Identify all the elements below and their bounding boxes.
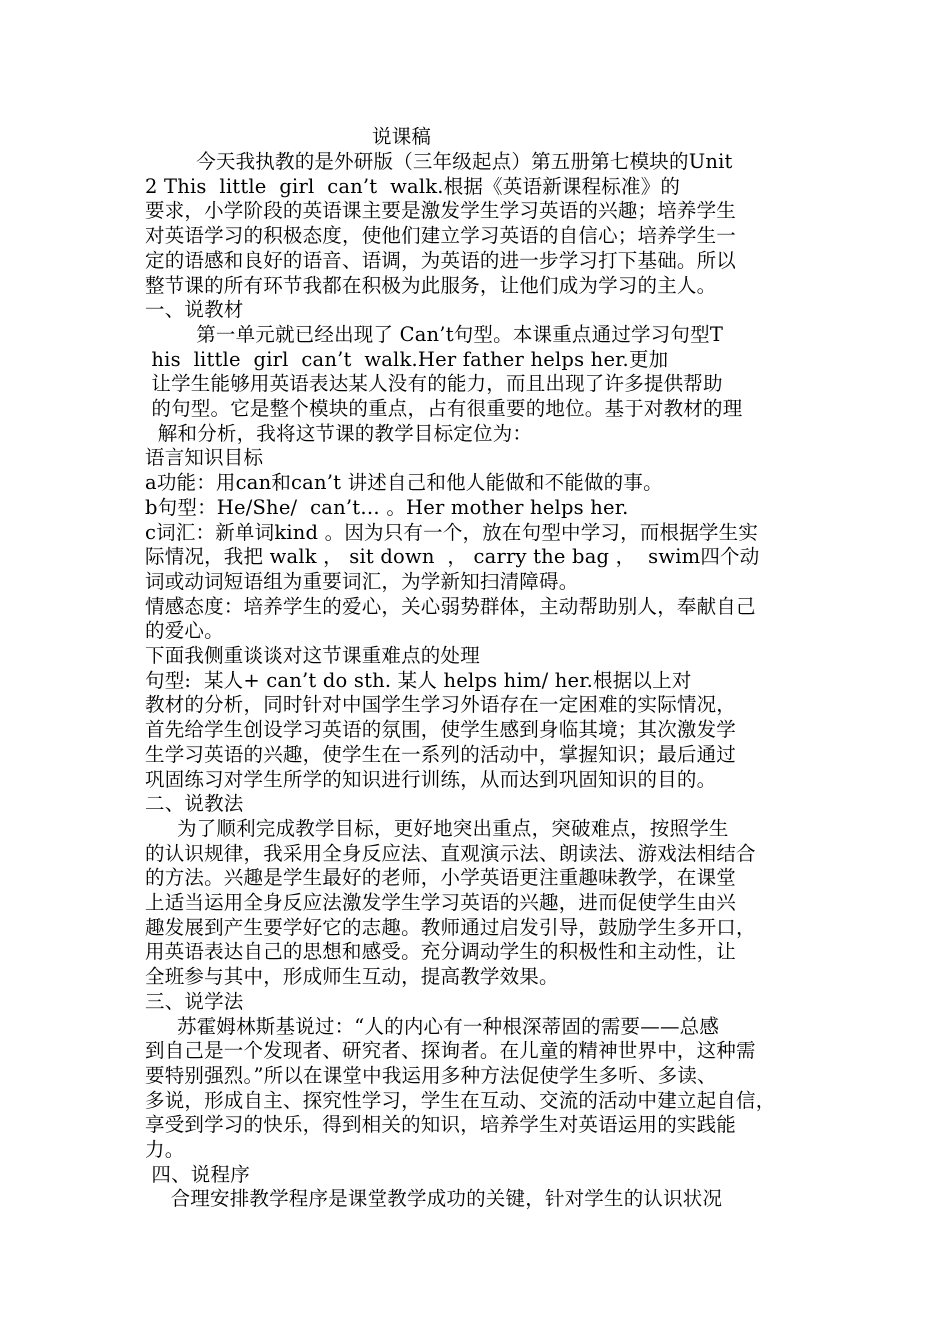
body-line: 享受到学习的快乐，得到相关的知识，培养学生对英语运用的实践能 (145, 1113, 737, 1137)
body-line: 今天我执教的是外研版（三年级起点）第五册第七模块的Unit (145, 150, 733, 173)
body-line: 要特别强烈。”所以在课堂中我运用多种方法促使学生多听、多读、 (145, 1063, 717, 1087)
body-line: 解和分析，我将这节课的教学目标定位为： (145, 421, 533, 445)
body-line: 苏霍姆林斯基说过：“人的内心有一种根深蒂固的需要——总感 (145, 1014, 720, 1038)
body-line: 第一单元就已经出现了 Can’t句型。本课重点通过学习句型T (145, 322, 724, 346)
body-line: 句型: 某人+ can’t do sth. 某人 helps him/ her.根据以上对 (145, 668, 692, 692)
body-line: 趣发展到产生要学好它的志趣。教师通过启发引导，鼓励学生多开口， (145, 915, 756, 939)
body-line: a功能：用can和can’t 讲述自己和他人能做和不能做的事。 (145, 471, 663, 495)
body-line: 下面我侧重谈谈对这节课重难点的处理 (145, 644, 480, 667)
body-line: 让学生能够用英语表达某人没有的能力，而且出现了许多提供帮助 (145, 372, 723, 396)
body-line: 2 This little girl can’t walk.根据《英语新课程标准》的 (145, 174, 681, 198)
body-line: 生学习英语的兴趣，使学生在一系列的活动中，掌握知识；最后通过 (145, 742, 737, 766)
body-line: 为了顺利完成教学目标，更好地突出重点，突破难点，按照学生 (145, 816, 729, 840)
body-line: his little girl can’t walk.Her father helps her.更加 (145, 347, 669, 371)
body-line: 多说，形成自主、探究性学习，学生在互动、交流的活动中建立起自信， (145, 1088, 776, 1112)
body-line: 的方法。兴趣是学生最好的老师，小学英语更注重趣味教学，在课堂 (145, 866, 737, 890)
body-line: 二、说教法 (145, 792, 244, 816)
body-line: 三、说学法 (145, 989, 244, 1013)
body-line: 的认识规律，我采用全身反应法、直观演示法、朗读法、游戏法相结合 (145, 841, 756, 865)
body-line: 全班参与其中，形成师生互动，提高教学效果。 (145, 965, 559, 989)
body-line: 力。 (145, 1138, 185, 1161)
body-line: 的句型。它是整个模块的重点，占有很重要的地位。基于对教材的理 (145, 397, 743, 420)
body-line: 一、说教材 (145, 298, 244, 322)
body-line: 到自己是一个发现者、研究者、探询者。在儿童的精神世界中，这种需 (145, 1039, 756, 1063)
body-line: 要求，小学阶段的英语课主要是激发学生学习英语的兴趣；培养学生 (145, 199, 737, 223)
body-line: 合理安排教学程序是课堂教学成功的关键，针对学生的认识状况 (145, 1187, 723, 1211)
body-line: b句型：He/She/ can’t… 。Her mother helps her. (145, 495, 629, 519)
body-line: 巩固练习对学生所学的知识进行训练，从而达到巩固知识的目的。 (145, 767, 717, 791)
body-line: 定的语感和良好的语音、语调，为英语的进一步学习打下基础。所以 (145, 248, 737, 272)
body-line: 语言知识目标 (145, 446, 264, 470)
body-line: 的爱心。 (145, 619, 224, 643)
body-line: 际情况，我把 walk ， sit down ， carry the bag ， swim四个动 (145, 545, 760, 569)
body-line: 情感态度：培养学生的爱心，关心弱势群体，主动帮助别人，奉献自己 (145, 594, 756, 618)
body-line: 教材的分析，同时针对中国学生学习外语存在一定困难的实际情况， (145, 693, 737, 717)
body-line: 四、说程序 (145, 1162, 250, 1186)
body-line: 上适当运用全身反应法激发学生学习英语的兴趣，进而促使学生由兴 (145, 891, 737, 914)
body-line: c词汇：新单词kind 。因为只有一个，放在句型中学习，而根据学生实 (145, 520, 759, 544)
body-line: 首先给学生创设学习英语的氛围，使学生感到身临其境；其次激发学 (145, 718, 737, 742)
body-line: 对英语学习的积极态度，使他们建立学习英语的自信心；培养学生一 (145, 224, 737, 248)
document-title: 说课稿 (372, 125, 432, 148)
body-line: 整节课的所有环节我都在积极为此服务，让他们成为学习的主人。 (145, 273, 717, 297)
body-line: 词或动词短语组为重要词汇，为学新知扫清障碍。 (145, 569, 579, 593)
body-line: 用英语表达自己的思想和感受。充分调动学生的积极性和主动性，让 (145, 940, 737, 964)
